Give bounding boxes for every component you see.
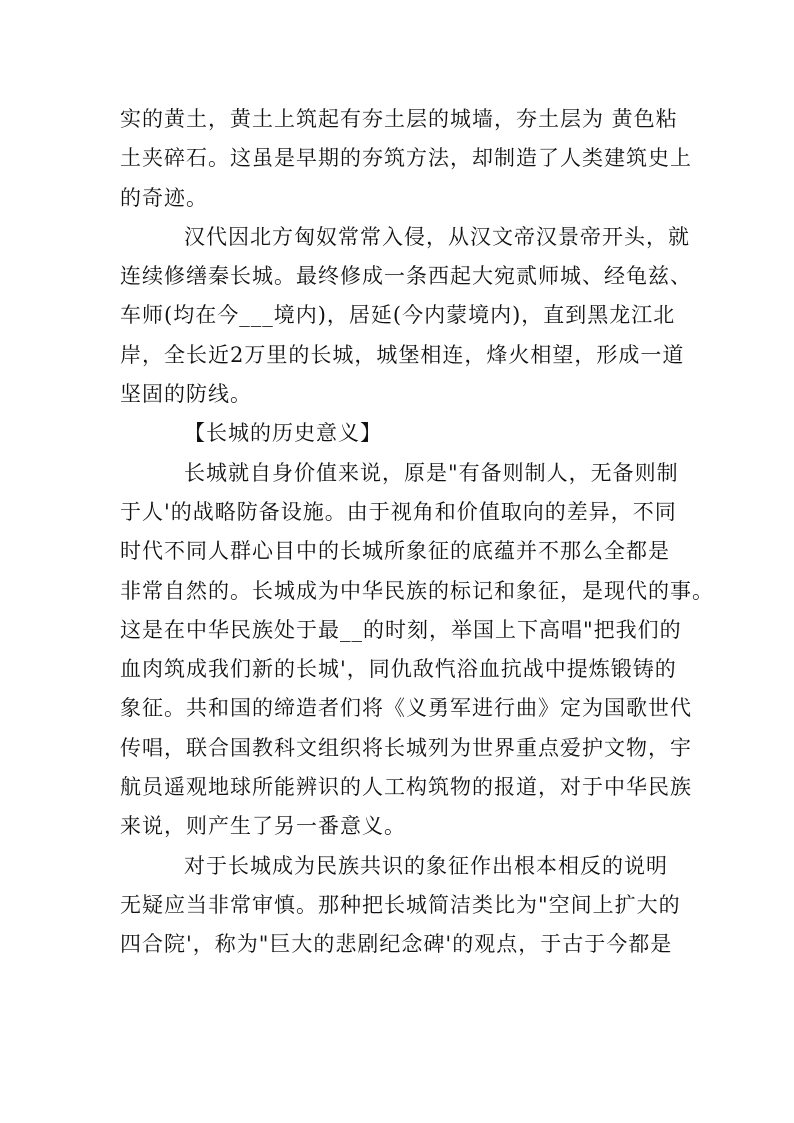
text-line: 岸，全长近2万里的长城，城堡相连，烽火相望，形成一道 (120, 342, 685, 367)
text-line: 土夹碎石。这虽是早期的夯筑方法，却制造了人类建筑史上 (120, 146, 692, 171)
text-line: 航员遥观地球所能辨识的人工构筑物的报道，对于中华民族 (120, 775, 692, 800)
text-line: 连续修缮秦长城。最终修成一条西起大宛贰师城、经龟兹、 (120, 264, 692, 289)
text-line: 非常自然的。长城成为中华民族的标记和象征，是现代的事。 (120, 578, 714, 603)
text-line: 坚固的防线。 (120, 382, 252, 407)
paragraph-start-line: 对于长城成为民族共识的象征作出根本相反的说明 (184, 853, 668, 878)
text-line: 四合院'，称为"巨大的悲剧纪念碑'的观点，于古于今都是 (120, 932, 673, 957)
text-line: 来说，则产生了另一番意义。 (120, 814, 406, 839)
text-line: 车师(均在今___境内)，居延(今内蒙境内)，直到黑龙江北 (120, 303, 676, 328)
text-line: 实的黄土，黄土上筑起有夯土层的城墙，夯土层为 黄色粘 (120, 107, 678, 131)
text-line: 传唱，联合国教科文组织将长城列为世界重点爱护文物，宇 (120, 735, 692, 760)
text-line: 无疑应当非常审慎。那种把长城简洁类比为"空间上扩大的 (120, 892, 681, 917)
paragraph-start-line: 汉代因北方匈奴常常入侵，从汉文帝汉景帝开头，就 (184, 224, 690, 249)
text-line: 象征。共和国的缔造者们将《义勇军进行曲》定为国歌世代 (120, 696, 692, 721)
body-text (120, 100, 714, 965)
text-line: 于人'的战略防备设施。由于视角和价值取向的差异，不同 (120, 499, 677, 524)
text-line: 的奇迹。 (120, 185, 208, 210)
section-heading: 【长城的历史意义】 (184, 421, 382, 446)
text-line: 血肉筑成我们新的长城'，同仇敌忾浴血抗战中提炼锻铸的 (120, 657, 677, 682)
text-line: 这是在中华民族处于最__的时刻，举国上下高唱"把我们的 (120, 617, 682, 642)
paragraph-start-line: 长城就自身价值来说，原是"有备则制人，无备则制 (184, 460, 679, 485)
text-line: 时代不同人群心目中的长城所象征的底蕴并不那么全都是 (120, 539, 670, 564)
